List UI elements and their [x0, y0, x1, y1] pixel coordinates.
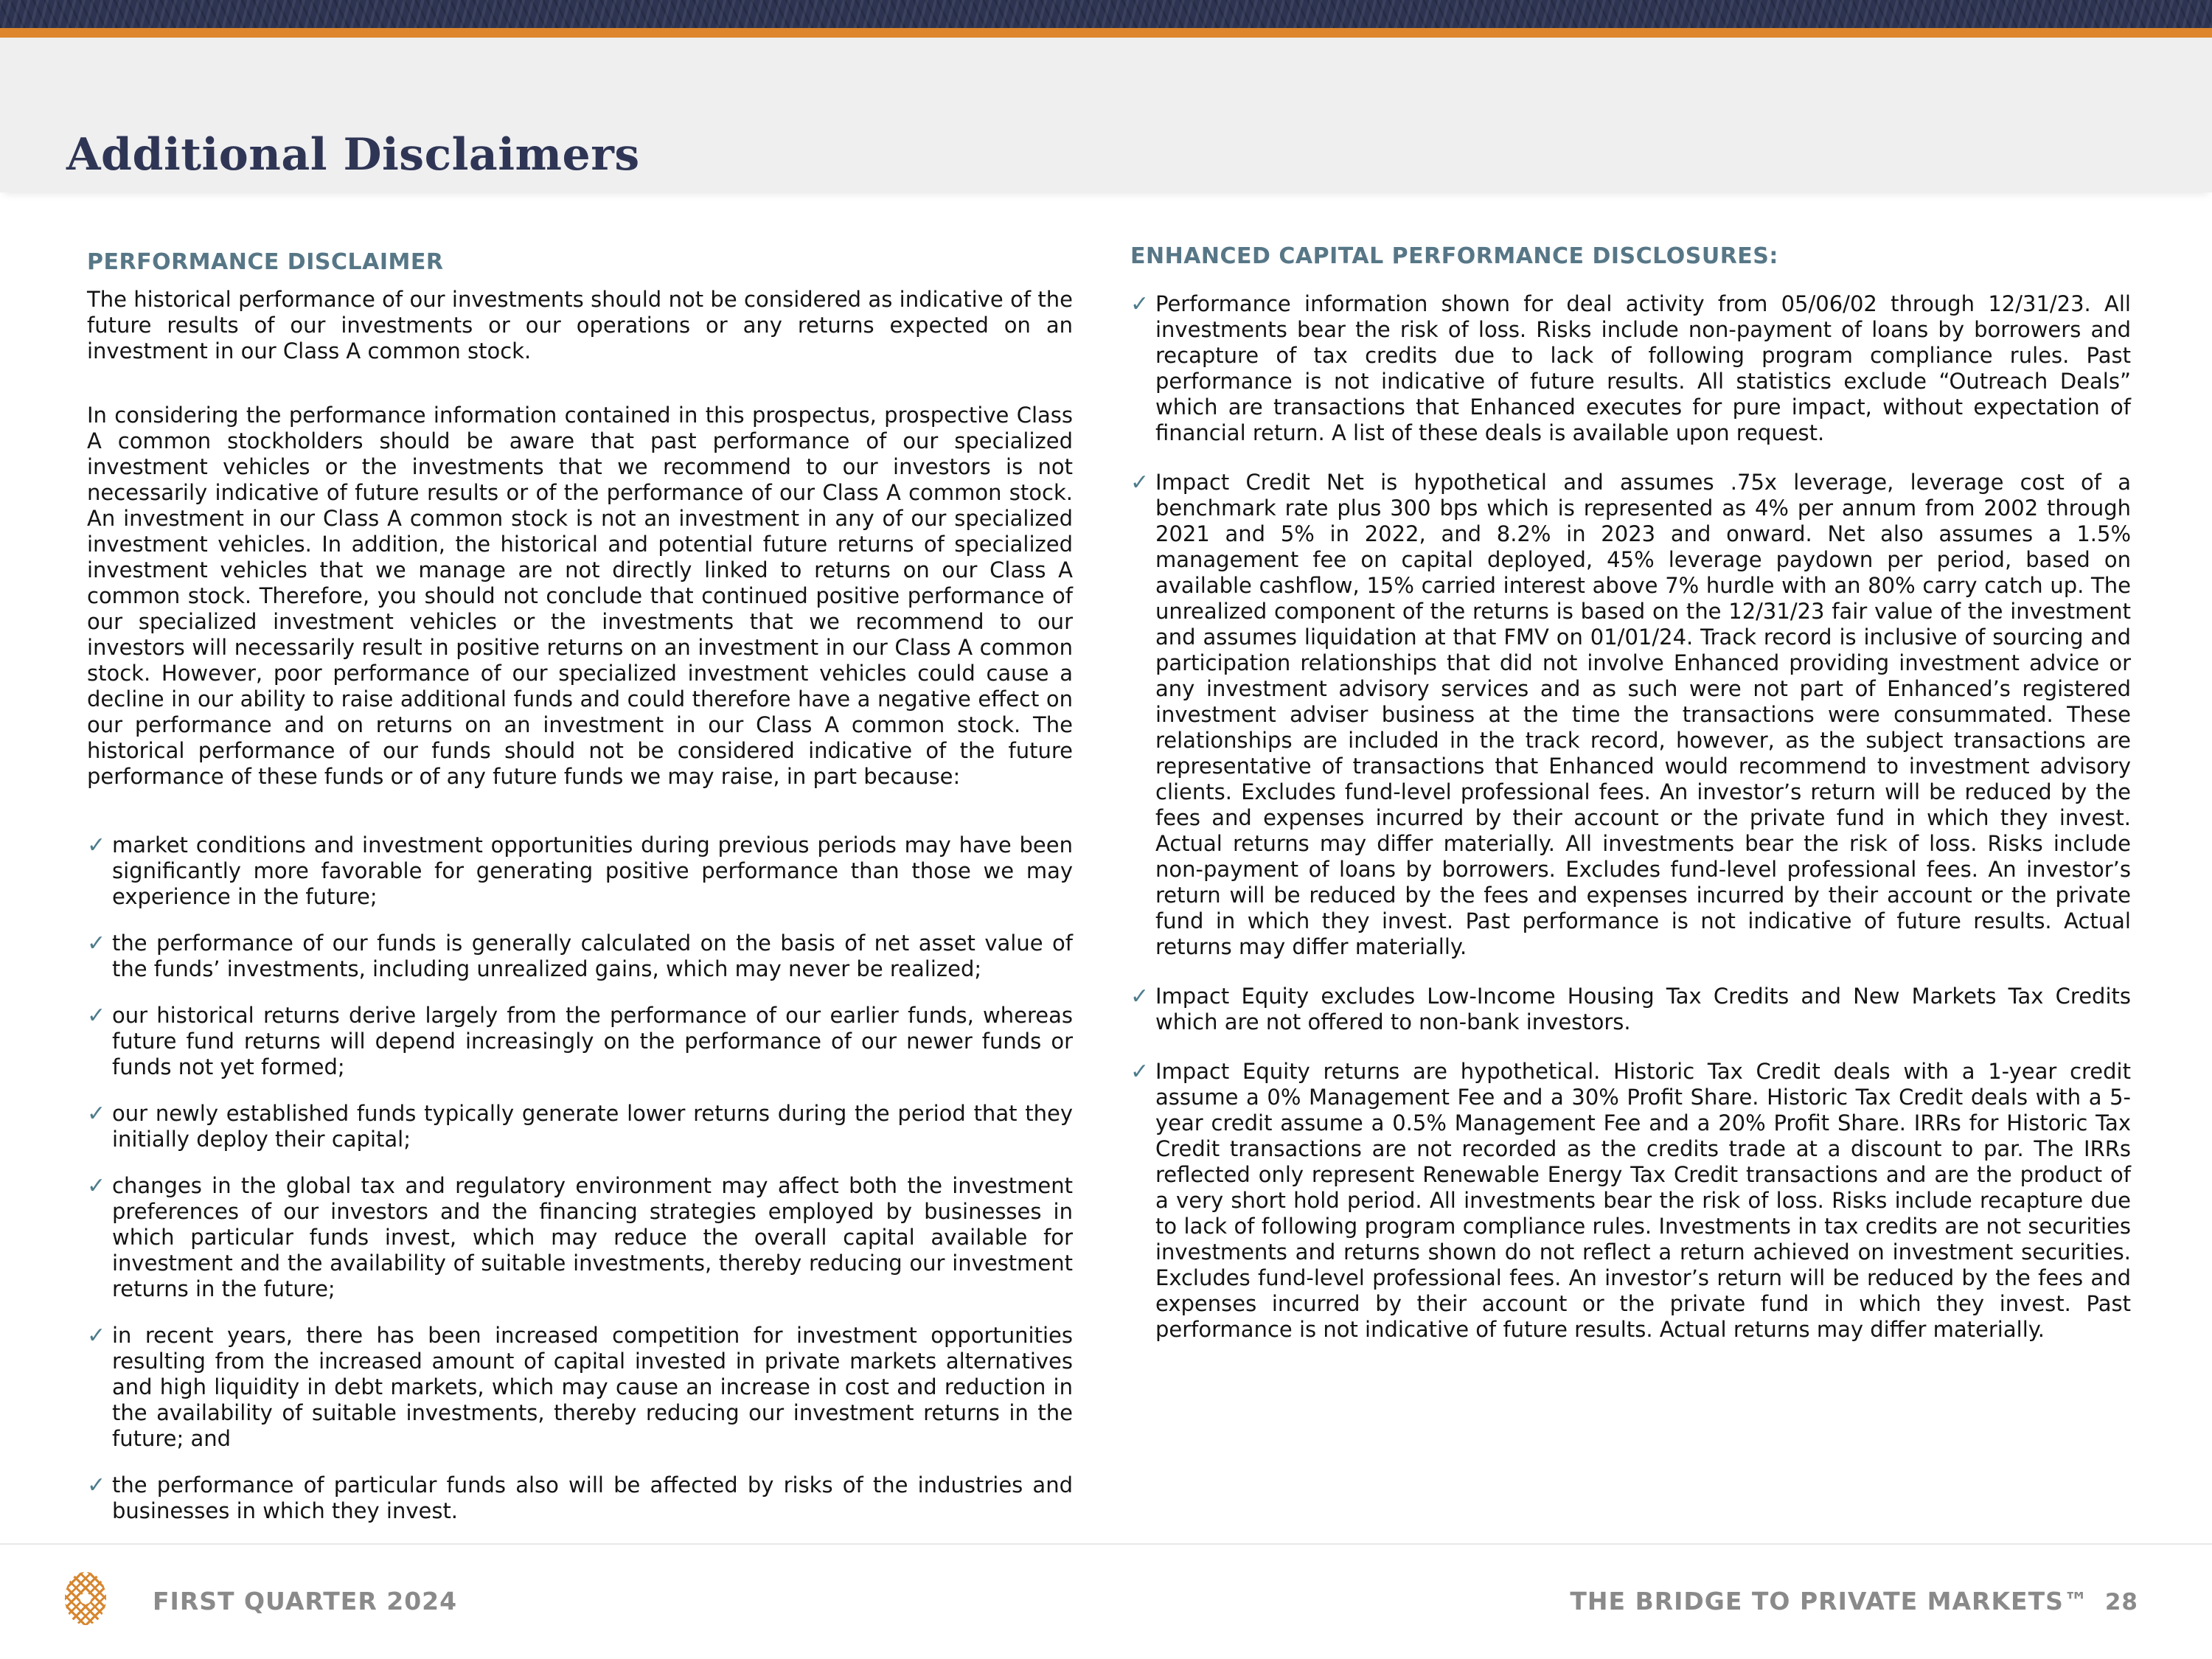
footer-tagline-text: THE BRIDGE TO PRIVATE MARKETS™: [1570, 1587, 2089, 1615]
footer-tagline: [1570, 1587, 2138, 1615]
page-title: Additional Disclaimers: [66, 129, 640, 181]
list-item: [87, 1101, 1073, 1152]
orange-accent-bar: [0, 28, 2212, 38]
company-logo-starburst-icon: [65, 1572, 106, 1625]
top-navy-band: [0, 0, 2212, 28]
bullet-text: Impact Credit Net is hypothetical and assumes .75x leverage, leverage cost of a benchmark rate plus 300 bps which is represented as 4% per annum from 2002 through 2021 and 5% in 2022, and 8.2% in 2023 and onward. Net also assumes a 1.5% management fee on capital deployed, 45% leverage paydown per period, based on available cashflow, 15% carried interest above 7% hurdle with an 80% carry catch up. The unrealized component of the returns is based on the 12/31/23 fair value of the investment and assumes liquidation at that FMV on 01/01/24. Track record is inclusive of sourcing and participation relationships that did not involve Enhanced providing investment advice or any investment advisory services and as such were not part of Enhanced’s registered investment adviser business at the time the transactions were consummated. These relationships are included in the track record, however, as the subject transactions are representative of transactions that Enhanced would recommend to investment advisory clients. Excludes fund-level professional fees. An investor’s return will be reduced by the fees and expenses incurred by their account or the private fund in which they invest. Actual returns may differ materially. All investments bear the risk of loss. Risks include non-payment of loans by borrowers. Excludes fund-level professional fees. An investor’s return will be reduced by the fees and expenses incurred by their account or the private fund in which they invest. Past performance is not indicative of future results. Actual returns may differ materially.: [1155, 470, 2131, 959]
footer-quarter-label: FIRST QUARTER 2024: [153, 1587, 458, 1615]
bullet-text: our historical returns derive largely from the performance of our earlier funds, whereas future fund returns will depend increasingly on the performance of our newer funds or funds not yet formed;: [112, 1003, 1073, 1079]
check-icon: ✓: [87, 1173, 106, 1199]
bullet-text: Impact Equity returns are hypothetical. Historic Tax Credit deals with a 1-year credit assume a 0% Management Fee and a 30% Profit Share. Historic Tax Credit deals with a 5-year credit assume a 0.5% Management Fee and a 20% Profit Share. IRRs for Historic Tax Credit transactions are not recorded as the credits trade at a discount to par. The IRRs reflected only represent Renewable Energy Tax Credit transactions and are the product of a very short hold period. All investments bear the risk of loss. Risks include recapture due to lack of following program compliance rules. Investments in tax credits are not securities investments and returns shown do not reflect a return achieved on investment securities. Excludes fund-level professional fees. An investor’s return will be reduced by the fees and expenses incurred by their account or the private fund in which they invest. Past performance is not indicative of future results. Actual returns may differ materially.: [1155, 1059, 2131, 1342]
list-item: [1130, 470, 2131, 960]
bullet-text: Impact Equity excludes Low-Income Housing Tax Credits and New Markets Tax Credits which are not offered to non-bank investors.: [1155, 984, 2131, 1034]
list-item: [87, 832, 1073, 910]
bullet-text: the performance of particular funds also will be affected by risks of the industries and businesses in which they invest.: [112, 1472, 1073, 1523]
check-icon: ✓: [1130, 984, 1150, 1009]
footer-divider: [0, 1543, 2212, 1545]
page-number: 28: [2104, 1589, 2138, 1615]
check-icon: ✓: [87, 1101, 106, 1127]
list-item: [87, 931, 1073, 982]
bullet-text: market conditions and investment opportunities during previous periods may have been significantly more favorable for generating positive performance than those we may experience in the future;: [112, 832, 1073, 909]
bullet-text: changes in the global tax and regulatory environment may affect both the investment preferences of our investors and the financing strategies employed by businesses in which particular funds invest, which may reduce the overall capital available for investment and the availability of suitable investments, thereby reducing our investment returns in the future;: [112, 1173, 1073, 1301]
list-item: [87, 1472, 1073, 1524]
right-column: [1130, 243, 2131, 1366]
bullet-text: in recent years, there has been increased competition for investment opportunities resulting from the increased amount of capital invested in private markets alternatives and high liquidity in debt markets, which may cause an increase in cost and reduction in the availability of suitable investments, thereby reducing our investment returns in the future; and: [112, 1323, 1073, 1451]
check-icon: ✓: [87, 1472, 106, 1498]
bullet-text: our newly established funds typically generate lower returns during the period that they initially deploy their capital;: [112, 1101, 1073, 1152]
performance-paragraph-1: The historical performance of our investments should not be considered as indicative of the future results of our investments or our operations or any returns expected on an investment in our Class A common stock.: [87, 287, 1073, 364]
list-item: [87, 1003, 1073, 1080]
list-item: [1130, 984, 2131, 1035]
check-icon: ✓: [1130, 470, 1150, 495]
bullet-text: the performance of our funds is generally calculated on the basis of net asset value of the funds’ investments, including unrealized gains, which may never be realized;: [112, 931, 1073, 981]
list-item: [1130, 291, 2131, 446]
check-icon: ✓: [87, 832, 106, 858]
list-item: [87, 1323, 1073, 1452]
check-icon: ✓: [87, 931, 106, 956]
check-icon: ✓: [87, 1003, 106, 1029]
left-column-heading: PERFORMANCE DISCLAIMER: [87, 249, 444, 275]
header-band: [0, 38, 2212, 192]
bullet-text: Performance information shown for deal activity from 05/06/02 through 12/31/23. All investments bear the risk of loss. Risks include non-payment of loans by borrowers and recapture of tax credits due to lack of following program compliance rules. Past performance is not indicative of future results. All statistics exclude “Outreach Deals” which are transactions that Enhanced executes for pure impact, without expectation of financial return. A list of these deals is available upon request.: [1155, 291, 2131, 445]
performance-paragraph-2: In considering the performance information contained in this prospectus, prospective Class A common stockholders should be aware that past performance of our specialized investment vehicles or the investments that we recommend to our investors is not necessarily indicative of future results or of the performance of our Class A common stock. An investment in our Class A common stock is not an investment in any of our specialized investment vehicles. In addition, the historical and potential future returns of specialized investment vehicles that we manage are not directly linked to returns on our Class A common stock. Therefore, you should not conclude that continued positive performance of our specialized investment vehicles or the investments that we recommend to our investors will necessarily result in positive returns on an investment in our Class A common stock. However, poor performance of our specialized investment vehicles could cause a decline in our ability to raise additional funds and could therefore have a negative effect on our performance and on returns on an investment in our Class A common stock. The historical performance of our funds should not be considered indicative of the future performance of these funds or of any future funds we may raise, in part because:: [87, 403, 1073, 789]
check-icon: ✓: [87, 1323, 106, 1349]
list-item: [1130, 1059, 2131, 1343]
right-column-heading: ENHANCED CAPITAL PERFORMANCE DISCLOSURES:: [1130, 243, 1778, 269]
list-item: [87, 1173, 1073, 1302]
check-icon: ✓: [1130, 291, 1150, 317]
left-column: [87, 249, 1073, 1545]
check-icon: ✓: [1130, 1059, 1150, 1085]
